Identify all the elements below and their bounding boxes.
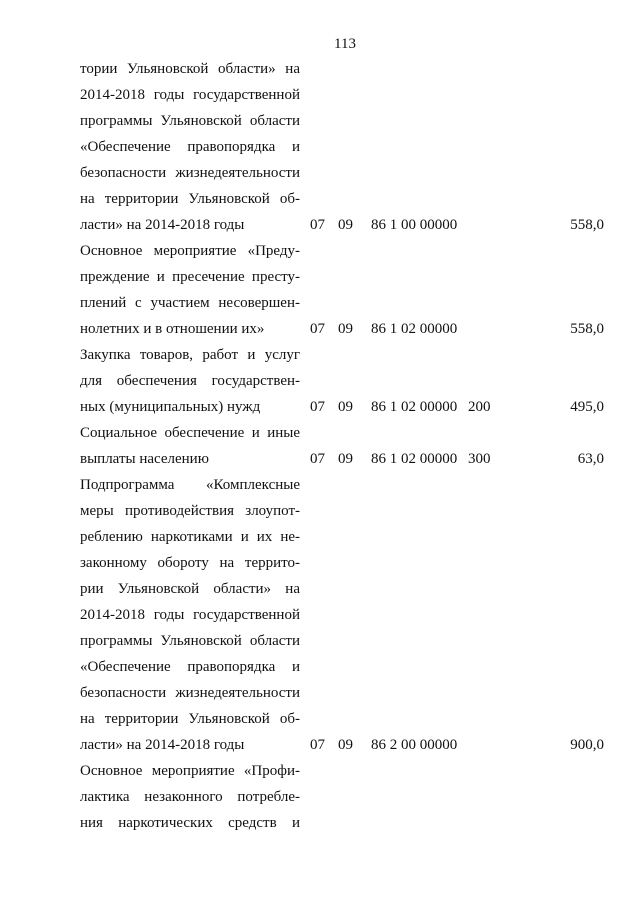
description-line: ния наркотических средств и [80, 815, 300, 831]
amount: 558,0 [570, 217, 604, 233]
target-article-code: 86 1 02 00000 [371, 321, 458, 337]
description-line: «Обеспечение правопорядка и [80, 139, 300, 155]
amount: 63,0 [577, 451, 604, 467]
section-code: 07 [310, 217, 325, 233]
section-code: 07 [310, 737, 325, 753]
description-line: преждение и пресечение престу- [80, 269, 300, 285]
description-line: программы Ульяновской области [80, 633, 300, 649]
row-description [80, 472, 300, 758]
description-line: «Обеспечение правопорядка и [80, 659, 300, 675]
description-line: программы Ульяновской области [80, 113, 300, 129]
expense-type-code: 200 [468, 399, 491, 415]
description-line: 2014-2018 годы государственной [80, 607, 300, 623]
amount: 900,0 [570, 737, 604, 753]
row-description [80, 56, 300, 238]
description-line: меры противодействия злоупот- [80, 503, 300, 519]
description-line: для обеспечения государствен- [80, 373, 300, 389]
description-line: безопасности жизнедеятельности [80, 165, 300, 181]
amount: 495,0 [570, 399, 604, 415]
description-line: Закупка товаров, работ и услуг [80, 347, 300, 363]
description-line: Основное мероприятие «Преду- [80, 243, 300, 259]
description-line: тории Ульяновской области» на [80, 61, 300, 77]
description-line: плений с участием несовершен- [80, 295, 300, 311]
page-number: 113 [334, 36, 356, 52]
target-article-code: 86 1 00 00000 [371, 217, 458, 233]
row-description [80, 238, 300, 342]
row-description [80, 342, 300, 420]
section-code: 07 [310, 451, 325, 467]
description-line: Основное мероприятие «Профи- [80, 763, 300, 779]
description-line: лактика незаконного потребле- [80, 789, 300, 805]
expense-type-code: 300 [468, 451, 491, 467]
description-line: Социальное обеспечение и иные [80, 425, 300, 441]
description-line: на территории Ульяновской об- [80, 191, 300, 207]
target-article-code: 86 1 02 00000 [371, 399, 458, 415]
amount: 558,0 [570, 321, 604, 337]
description-line: реблению наркотиками и их не- [80, 529, 300, 545]
description-line: законному обороту на террито- [80, 555, 300, 571]
subsection-code: 09 [338, 217, 353, 233]
description-line: безопасности жизнедеятельности [80, 685, 300, 701]
subsection-code: 09 [338, 737, 353, 753]
description-line: ных (муниципальных) нужд [80, 399, 261, 415]
description-line: ласти» на 2014-2018 годы [80, 217, 245, 233]
section-code: 07 [310, 321, 325, 337]
target-article-code: 86 1 02 00000 [371, 451, 458, 467]
row-description [80, 420, 300, 472]
description-line: рии Ульяновской области» на [80, 581, 300, 597]
row-description [80, 758, 300, 836]
subsection-code: 09 [338, 399, 353, 415]
description-line: ласти» на 2014-2018 годы [80, 737, 245, 753]
target-article-code: 86 2 00 00000 [371, 737, 458, 753]
description-line: на территории Ульяновской об- [80, 711, 300, 727]
description-line: выплаты населению [80, 451, 209, 467]
description-line: Подпрограмма «Комплексные [80, 477, 300, 493]
section-code: 07 [310, 399, 325, 415]
subsection-code: 09 [338, 321, 353, 337]
description-line: 2014-2018 годы государственной [80, 87, 300, 103]
description-line: нолетних и в отношении их» [80, 321, 265, 337]
subsection-code: 09 [338, 451, 353, 467]
